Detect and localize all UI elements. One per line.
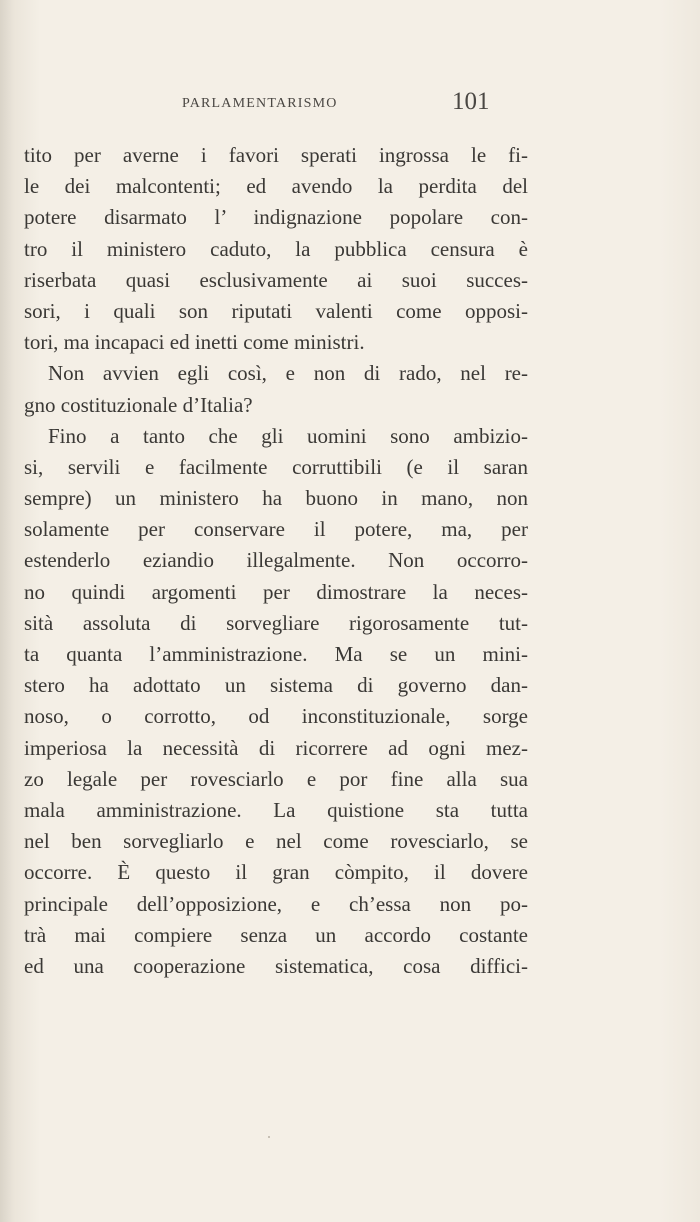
text-line: stero ha adottato un sistema di governo dan- [24, 673, 528, 698]
running-title: PARLAMENTARISMO [182, 96, 338, 111]
text-line: tori, ma incapaci ed inetti come ministri. [24, 330, 365, 355]
body-text [24, 140, 528, 982]
text-line: le dei malcontenti; ed avendo la perdita del [24, 174, 528, 199]
running-head [0, 88, 700, 128]
text-line: noso, o corrotto, od inconstituzionale, sorge [24, 704, 528, 729]
text-line: estenderlo eziandio illegalmente. Non occorro- [24, 548, 528, 573]
text-line: solamente per conservare il potere, ma, per [24, 517, 528, 542]
text-line: sempre) un ministero ha buono in mano, non [24, 486, 528, 511]
text-line: Non avvien egli così, e non di rado, nel re- [48, 361, 528, 386]
text-line: ta quanta l’amministrazione. Ma se un mini- [24, 642, 528, 666]
text-line: tito per averne i favori sperati ingrossa le fi- [24, 143, 528, 167]
paper-speck [268, 1136, 270, 1138]
text-line: nel ben sorvegliarlo e nel come rovesciarlo, se [24, 829, 528, 854]
text-line: imperiosa la necessità di ricorrere ad ogni mez- [24, 735, 528, 760]
text-line: sori, i quali son riputati valenti come opposi- [24, 298, 528, 323]
text-line: mala amministrazione. La quistione sta tutta [24, 797, 528, 822]
text-line: potere disarmato l’ indignazione popolare con- [24, 205, 528, 230]
text-line: ed una cooperazione sistematica, cosa diffici- [24, 953, 528, 978]
text-line: principale dell’opposizione, e ch’essa non po- [24, 891, 528, 916]
paragraph [24, 358, 528, 420]
text-line: tro il ministero caduto, la pubblica censura è [24, 236, 528, 261]
text-line: si, servili e facilmente corruttibili (e il saran [24, 454, 528, 479]
paragraph [24, 140, 528, 358]
text-line: sità assoluta di sorvegliare rigorosamente tut- [24, 610, 528, 635]
text-line: zo legale per rovesciarlo e por fine alla sua [24, 766, 528, 791]
text-line: no quindi argomenti per dimostrare la neces- [24, 579, 528, 604]
text-line: riserbata quasi esclusivamente ai suoi succes- [24, 267, 528, 292]
text-line: gno costituzionale d’Italia? [24, 392, 253, 417]
paragraph [24, 421, 528, 982]
text-line: Fino a tanto che gli uomini sono ambizio- [48, 423, 528, 448]
page-number: 101 [452, 88, 490, 115]
text-line: occorre. È questo il gran còmpito, il dovere [24, 860, 528, 885]
text-line: trà mai compiere senza un accordo costante [24, 922, 528, 947]
